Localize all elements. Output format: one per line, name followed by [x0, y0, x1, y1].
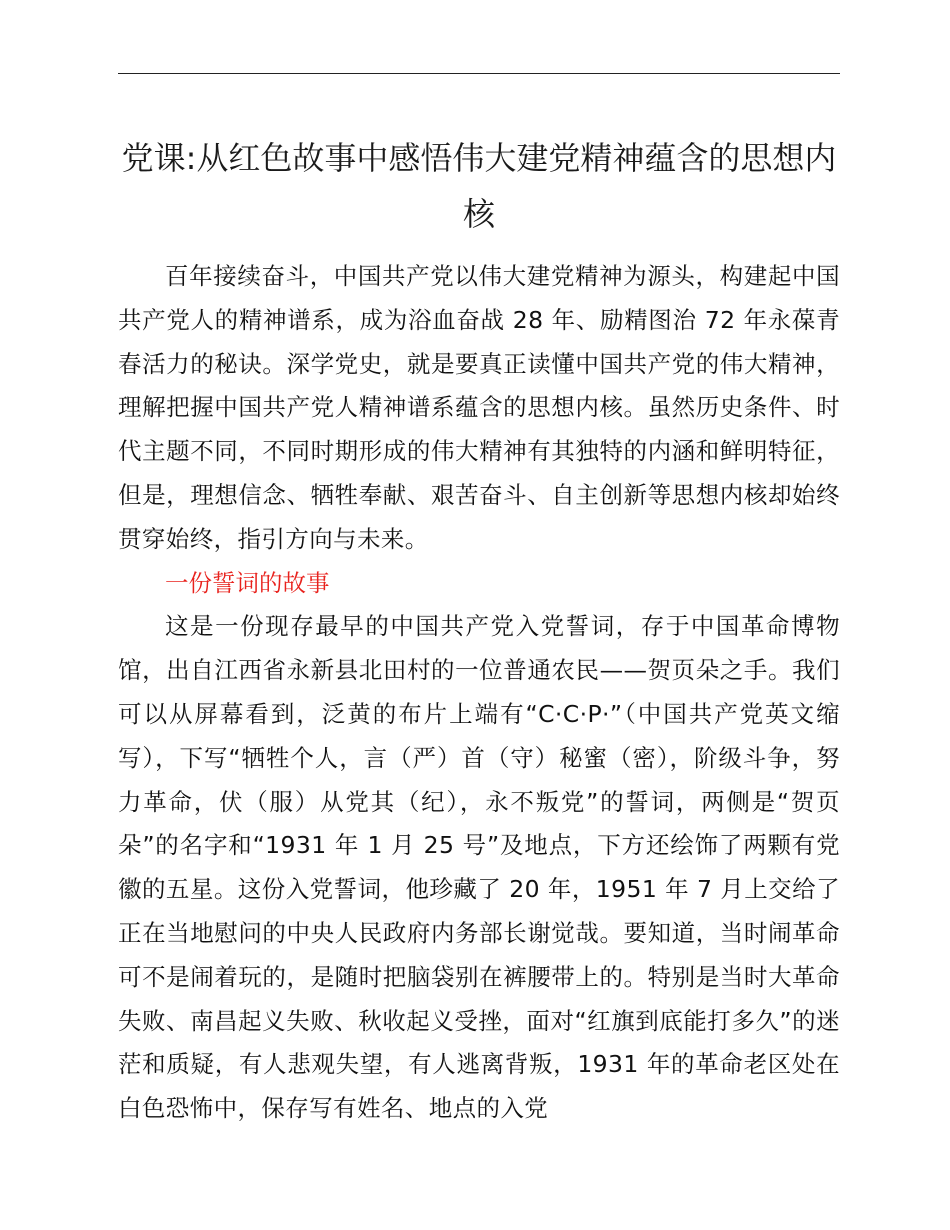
document-title: 党课:从红色故事中感悟伟大建党精神蕴含的思想内核 [121, 139, 837, 233]
story-paragraph: 这是一份现存最早的中国共产党入党誓词，存于中国革命博物馆，出自江西省永新县北田村的一位普通农民——贺页朵之手。我们可以从屏幕看到，泛黄的布片上端有“C·C·P·”（中国共产党英文缩写），下写“牺牲个人，言（严）首（守）秘蜜（密），阶级斗争，努力革命，伏（服）从党其（纪），永不叛党”的誓词，两侧是“贺页朵”的名字和“1931 年 1 月 25 号”及地点，下方还绘饰了两颗有党徽的五星。这份入党誓词，他珍藏了 20 年，1951 年 7 月上交给了正在当地慰问的中央人民政府内务部长谢觉哉。要知道，当时闹革命可不是闹着玩的，是随时把脑袋别在裤腰带上的。特别是当时大革命失败、南昌起义失败、秋收起义受挫，面对“红旗到底能打多久”的迷茫和质疑，有人悲观失望，有人逃离背叛，1931 年的革命老区处在白色恐怖中，保存写有姓名、地点的入党 [118, 612, 840, 1123]
document-body [118, 255, 840, 1131]
section-heading: 一份誓词的故事 [165, 568, 330, 597]
header-rule [118, 73, 840, 74]
intro-paragraph: 百年接续奋斗，中国共产党以伟大建党精神为源头，构建起中国共产党人的精神谱系，成为浴血奋战 28 年、励精图治 72 年永葆青春活力的秘诀。深学党史，就是要真正读懂中国共产党的伟大精神，理解把握中国共产党人精神谱系蕴含的思想内核。虽然历史条件、时代主题不同，不同时期形成的伟大精神有其独特的内涵和鲜明特征，但是，理想信念、牺牲奉献、艰苦奋斗、自主创新等思想内核却始终贯穿始终，指引方向与未来。 [118, 262, 840, 553]
